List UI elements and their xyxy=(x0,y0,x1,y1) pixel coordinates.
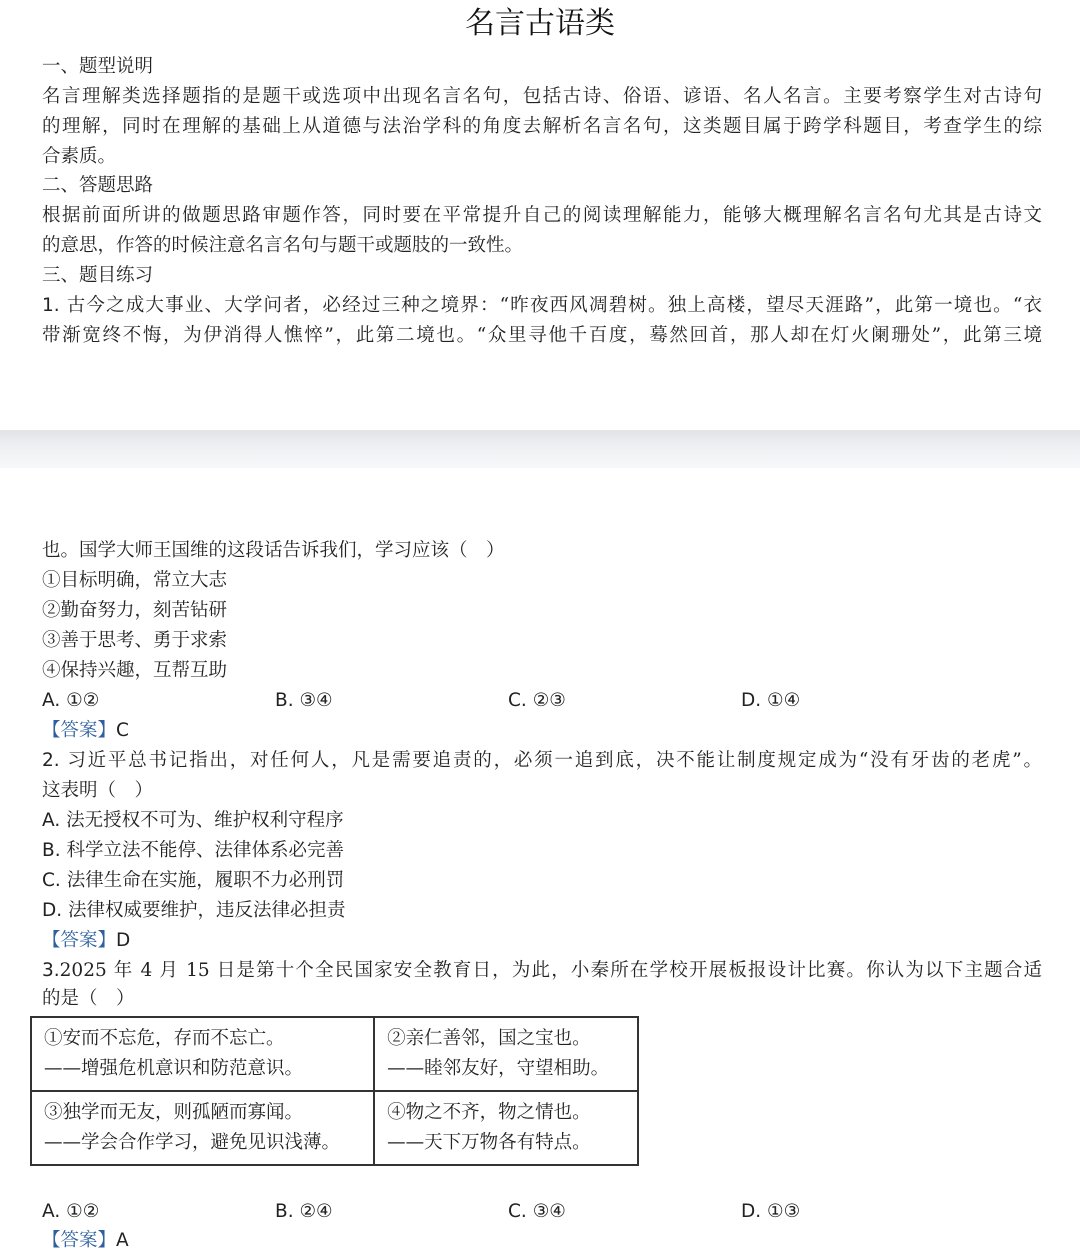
q2-answer-value: D xyxy=(116,930,131,951)
q2-option-d xyxy=(42,896,346,926)
q3-stem-text-1: 2025 年 4 月 15 日是第十个全民国家安全教育日，为此，小秦所在学校开展板报设计比赛。你认为以下主题合适 xyxy=(59,960,1042,981)
q3-option-c-letter: C. xyxy=(508,1201,527,1222)
q3-option-d xyxy=(741,1197,800,1227)
q3-stem-line-1 xyxy=(42,956,1042,986)
q1-option-a-letter: A. xyxy=(42,690,61,711)
q2-stem-text-1: 习近平总书记指出，对任何人，凡是需要追责的，必须一追到底，决不能让制度规定成为“没有牙齿的老虎”。 xyxy=(67,750,1042,771)
q3-option-c-text: ③④ xyxy=(532,1201,566,1222)
q2-option-b xyxy=(42,836,344,866)
q3-option-b-text: ②④ xyxy=(299,1201,333,1222)
q1-option-b-letter: B. xyxy=(275,690,294,711)
approach-line-2: 的意思，作答的时候注意名言名句与题干或题肢的一致性。 xyxy=(42,235,524,256)
q3-option-c xyxy=(508,1197,566,1227)
q2-option-d-text: 法律权威要维护，违反法律必担责 xyxy=(68,900,346,921)
q2-stem-line-2: 这表明（ ） xyxy=(42,780,154,801)
q3-option-a-text: ①② xyxy=(66,1201,100,1222)
q1-stem-line-3: 也。国学大师王国维的这段话告诉我们，学习应该（ ） xyxy=(42,540,505,561)
q2-option-d-letter: D. xyxy=(42,900,63,921)
intro-line-3: 合素质。 xyxy=(42,146,117,167)
q3-option-b-letter: B. xyxy=(275,1201,294,1222)
q1-item-4: ④保持兴趣，互帮互助 xyxy=(42,660,228,681)
intro-line-2: 的理解，同时在理解的基础上从道德与法治学科的角度去解析名言名句，这类题目属于跨学科题目，考查学生的综 xyxy=(42,116,1042,137)
q3-cell-3-theme: ——学会合作学习，避免见识浅薄。 xyxy=(44,1132,341,1153)
q1-number: 1. xyxy=(42,295,60,316)
q2-option-b-text: 科学立法不能停、法律体系必完善 xyxy=(66,840,344,861)
q3-answer-label: 【答案】 xyxy=(42,1230,117,1251)
q1-option-d-text: ①④ xyxy=(767,690,801,711)
page-title: 名言古语类 xyxy=(465,6,615,41)
q2-option-b-letter: B. xyxy=(42,840,61,861)
q1-item-2: ②勤奋努力，刻苦钻研 xyxy=(42,600,228,621)
page-1 xyxy=(0,0,1080,430)
approach-line-1: 根据前面所讲的做题思路审题作答，同时要在平常提升自己的阅读理解能力，能够大概理解名言名句尤其是古诗文 xyxy=(42,205,1042,226)
q3-cell-1-theme: ——增强危机意识和防范意识。 xyxy=(44,1058,304,1079)
section-heading-approach: 二、答题思路 xyxy=(42,175,154,196)
q1-answer-value: C xyxy=(116,720,129,741)
q3-table-row xyxy=(31,1017,638,1091)
q3-cell-2-theme: ——睦邻友好，守望相助。 xyxy=(387,1058,610,1079)
q2-stem-line-1 xyxy=(42,746,1042,776)
q3-cell-1-quote: ①安而不忘危，存而不忘亡。 xyxy=(44,1028,285,1049)
section-heading-intro: 一、题型说明 xyxy=(42,56,154,77)
q3-cell-4-quote: ④物之不齐，物之情也。 xyxy=(387,1102,591,1123)
q3-number: 3. xyxy=(42,960,60,981)
q1-answer xyxy=(42,716,129,746)
q3-cell-2-quote: ②亲仁善邻，国之宝也。 xyxy=(387,1028,591,1049)
q1-option-c-letter: C. xyxy=(508,690,527,711)
page-2 xyxy=(0,468,1080,1259)
section-heading-practice: 三、题目练习 xyxy=(42,265,154,286)
q3-answer xyxy=(42,1226,129,1256)
q3-cell-4-theme: ——天下万物各有特点。 xyxy=(387,1132,591,1153)
q1-option-b-text: ③④ xyxy=(299,690,333,711)
q1-option-c xyxy=(508,686,566,716)
q2-option-a-text: 法无授权不可为、维护权利守程序 xyxy=(66,810,344,831)
q1-item-3: ③善于思考、勇于求索 xyxy=(42,630,228,651)
q3-table-cell-2 xyxy=(374,1017,638,1091)
q3-stem-line-2: 的是（ ） xyxy=(42,988,135,1009)
q3-option-d-text: ①③ xyxy=(767,1201,801,1222)
q2-answer-label: 【答案】 xyxy=(42,930,117,951)
page-break xyxy=(0,430,1080,468)
q1-option-c-text: ②③ xyxy=(532,690,566,711)
q1-option-a xyxy=(42,686,99,716)
q3-table-cell-3 xyxy=(31,1091,374,1165)
q2-answer xyxy=(42,926,130,956)
q3-option-a-letter: A. xyxy=(42,1201,61,1222)
q2-option-a-letter: A. xyxy=(42,810,61,831)
q1-option-d-letter: D. xyxy=(741,690,762,711)
q1-option-b xyxy=(275,686,333,716)
q3-quote-table xyxy=(30,1016,639,1166)
q1-stem-line-1 xyxy=(42,291,1042,321)
q2-number: 2. xyxy=(42,750,60,771)
q1-option-d xyxy=(741,686,800,716)
q3-table-cell-1 xyxy=(31,1017,374,1091)
q1-item-1: ①目标明确，常立大志 xyxy=(42,570,228,591)
q3-table-cell-4 xyxy=(374,1091,638,1165)
q2-option-c xyxy=(42,866,344,896)
q3-answer-value: A xyxy=(116,1230,129,1251)
q2-option-c-letter: C. xyxy=(42,870,61,891)
q3-option-a xyxy=(42,1197,99,1227)
q3-table-row xyxy=(31,1091,638,1165)
q3-option-d-letter: D. xyxy=(741,1201,762,1222)
intro-line-1: 名言理解类选择题指的是题干或选项中出现名言名句，包括古诗、俗语、谚语、名人名言。主要考察学生对古诗句 xyxy=(42,86,1042,107)
q1-stem-text-1: 古今之成大事业、大学问者，必经过三种之境界：“昨夜西风凋碧树。独上高楼，望尽天涯路”，此第一境也。“衣 xyxy=(66,295,1042,316)
q1-stem-line-2: 带渐宽终不悔，为伊消得人憔悴”，此第二境也。“众里寻他千百度，蓦然回首，那人却在灯火阑珊处”，此第三境 xyxy=(42,325,1042,346)
q2-option-a xyxy=(42,806,344,836)
q1-answer-label: 【答案】 xyxy=(42,720,117,741)
q1-option-a-text: ①② xyxy=(66,690,100,711)
q3-option-b xyxy=(275,1197,333,1227)
q3-cell-3-quote: ③独学而无友，则孤陋而寡闻。 xyxy=(44,1102,304,1123)
q2-option-c-text: 法律生命在实施，履职不力必刑罚 xyxy=(66,870,345,891)
